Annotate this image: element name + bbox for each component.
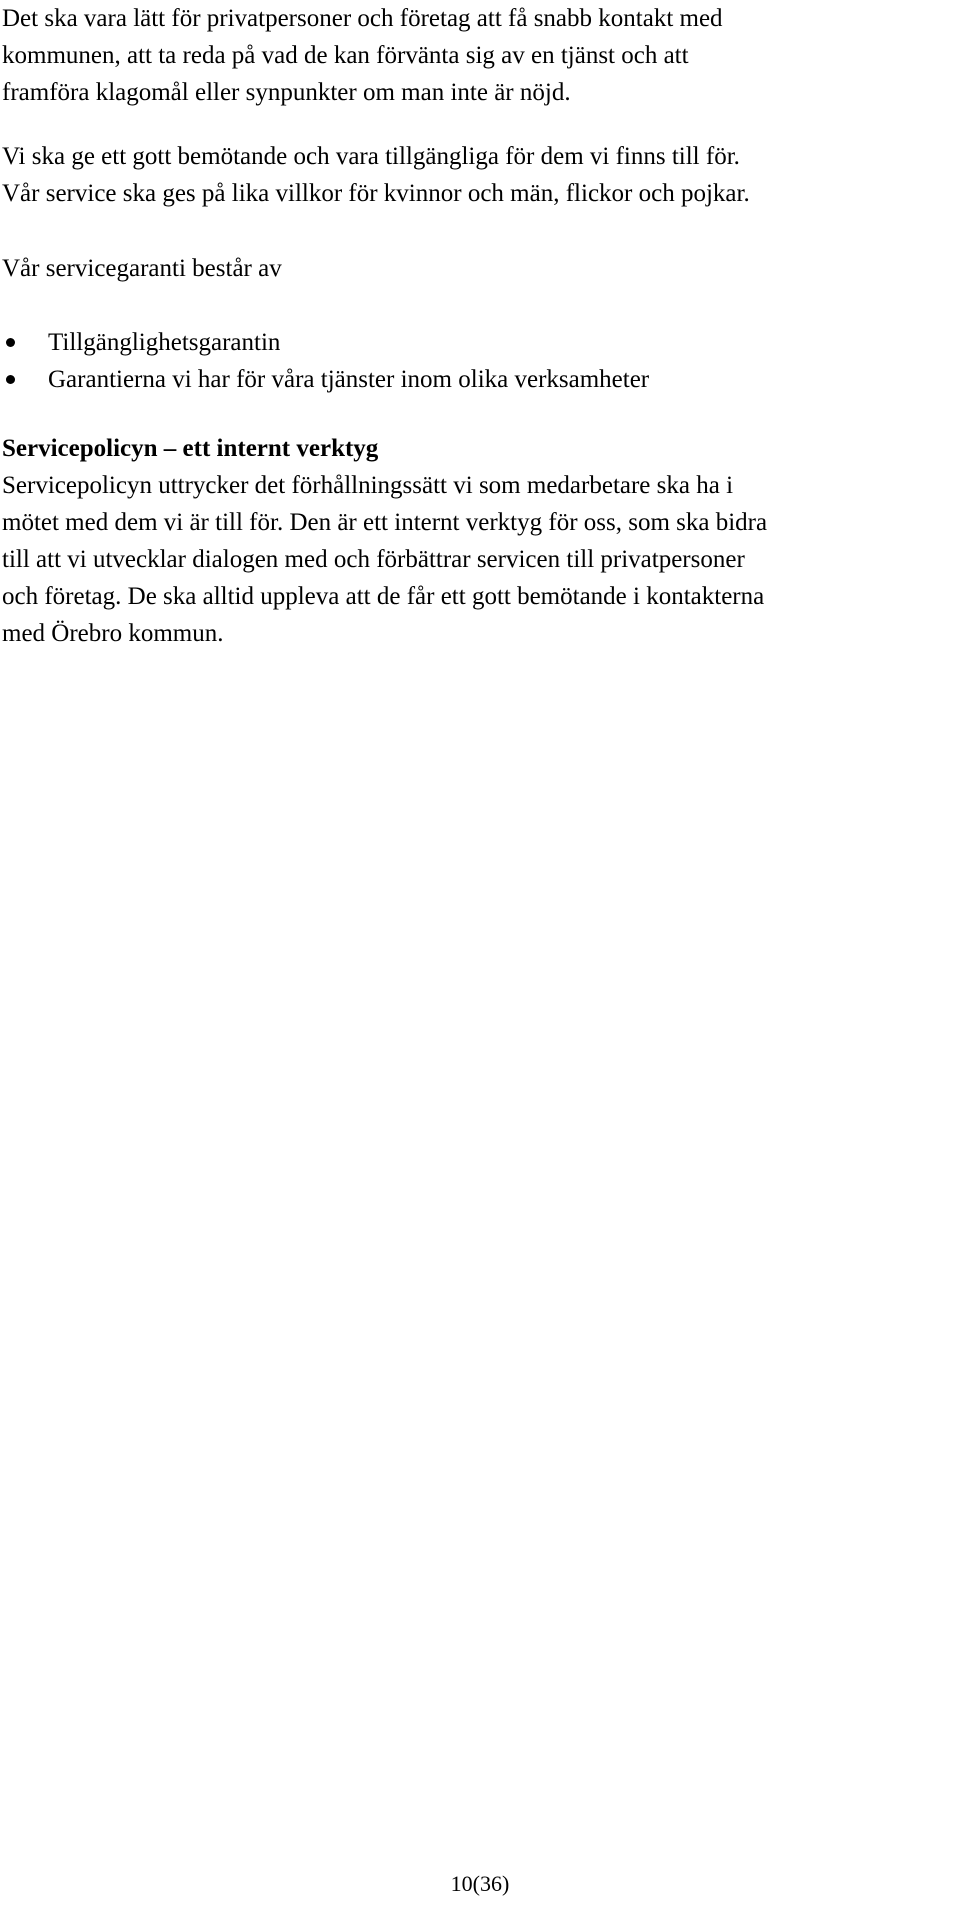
- policy-paragraph: [2, 467, 767, 652]
- text-line: Vi ska ge ett gott bemötande och vara tillgängliga för dem vi finns till för.: [2, 143, 740, 170]
- text-line: Servicepolicyn uttrycker det förhållningssätt vi som medarbetare ska ha i: [2, 472, 734, 499]
- list-item-text: Tillgänglighetsgarantin: [48, 329, 281, 356]
- text-line: och företag. De ska alltid uppleva att de får ett gott bemötande i kontakterna: [2, 583, 765, 610]
- bullet-icon: [6, 375, 15, 384]
- text-line: Det ska vara lätt för privatpersoner och företag att få snabb kontakt med: [2, 5, 723, 32]
- service-paragraph: [2, 138, 750, 212]
- text-line: med Örebro kommun.: [2, 620, 224, 647]
- list-item-text: Garantierna vi har för våra tjänster inom olika verksamheter: [48, 366, 650, 393]
- guarantee-intro: Vår servicegaranti består av: [2, 255, 282, 282]
- text-line: kommunen, att ta reda på vad de kan förvänta sig av en tjänst och att: [2, 42, 689, 69]
- intro-paragraph: [2, 0, 723, 111]
- bullet-icon: [6, 338, 15, 347]
- text-line: framföra klagomål eller synpunkter om man inte är nöjd.: [2, 79, 571, 106]
- text-line: mötet med dem vi är till för. Den är ett internt verktyg för oss, som ska bidra: [2, 509, 768, 536]
- guarantee-list: [0, 324, 649, 398]
- text-line: till att vi utvecklar dialogen med och förbättrar servicen till privatpersoner: [2, 546, 745, 573]
- page-number: 10(36): [450, 1871, 510, 1896]
- list-item: [0, 361, 649, 398]
- text-line: Vår service ska ges på lika villkor för kvinnor och män, flickor och pojkar.: [2, 180, 750, 207]
- section-heading: Servicepolicyn – ett internt verktyg: [2, 435, 379, 462]
- list-item: [0, 324, 649, 361]
